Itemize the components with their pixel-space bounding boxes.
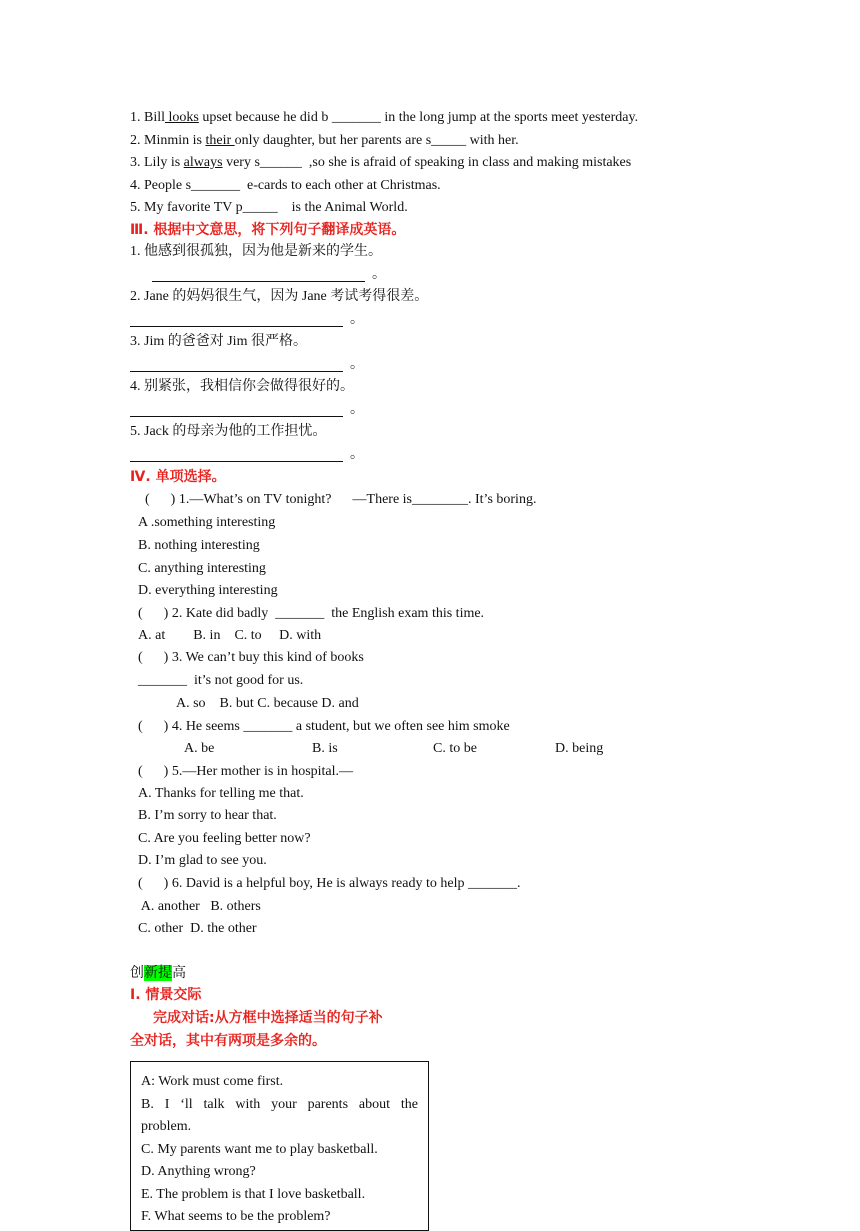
improve-title-highlight: 新提: [144, 965, 172, 981]
choice-q6-options-cd: C. other D. the other: [138, 921, 257, 936]
answer-line-1: [152, 281, 365, 282]
choice-q1: ( ) 1.—What’s on TV tonight? —There is________. It’s boring.: [145, 492, 537, 507]
improve-title-a: 创: [130, 965, 144, 981]
instruction-line-1: 完成对话:从方框中选择适当的句子补: [153, 1010, 383, 1026]
answer-line-5: [130, 461, 343, 462]
end-mark-4: 。: [350, 402, 364, 417]
choice-q3-options: A. so B. but C. because D. and: [176, 696, 359, 711]
option-b-word: about: [358, 1097, 390, 1112]
fill-in-q2: [130, 132, 519, 150]
answer-line-2: [130, 326, 343, 327]
choice-q5-option-d: D. I’m glad to see you.: [138, 853, 267, 868]
option-e: E. The problem is that I love basketball.: [141, 1187, 366, 1202]
q1-text-a: 1. Bill: [130, 110, 166, 125]
option-b-word: I: [164, 1097, 170, 1112]
choice-q1-option-b: B. nothing interesting: [138, 538, 260, 553]
choice-q1-option-d: D. everything interesting: [138, 583, 278, 598]
choice-q2-options: A. at B. in C. to D. with: [138, 628, 322, 643]
option-b-line-2: problem.: [141, 1119, 192, 1134]
choice-q5-option-a: A. Thanks for telling me that.: [138, 786, 304, 801]
q2-text-a: 2. Minmin is: [130, 133, 206, 148]
option-b-word: B.: [141, 1097, 154, 1112]
translate-item-4: 4. 别紧张，我相信你会做得很好的。: [130, 379, 354, 394]
situation-heading: Ⅰ. 情景交际: [130, 987, 202, 1003]
choice-q4-option-c: C. to be: [433, 741, 477, 756]
choice-q5-option-c: C. Are you feeling better now?: [138, 831, 311, 846]
option-d: D. Anything wrong?: [141, 1164, 256, 1179]
fill-in-q5: 5. My favorite TV p_____ is the Animal World.: [130, 200, 408, 215]
instruction-line-2: 全对话，其中有两项是多余的。: [130, 1033, 326, 1049]
translate-item-3: 3. Jim 的爸爸对 Jim 很严格。: [130, 334, 307, 349]
end-mark-2: 。: [350, 312, 364, 327]
choice-q1-option-c: C. anything interesting: [138, 561, 266, 576]
end-mark-3: 。: [350, 357, 364, 372]
q3-text-a: 3. Lily is: [130, 155, 184, 170]
fill-in-q3: [130, 154, 631, 172]
option-b-word: with: [235, 1097, 261, 1112]
option-a: A: Work must come first.: [141, 1074, 284, 1089]
q1-underlined: looks: [165, 110, 199, 125]
option-c: C. My parents want me to play basketball.: [141, 1142, 378, 1157]
answer-line-3: [130, 371, 343, 372]
choice-q4: ( ) 4. He seems _______ a student, but we often see him smoke: [138, 719, 510, 734]
improve-title: [130, 964, 186, 982]
answer-line-4: [130, 416, 343, 417]
option-b-word: the: [400, 1097, 418, 1112]
q1-text-c: upset because he did b _______ in the long jump at the sports meet yesterday.: [198, 110, 639, 125]
choice-q1-option-a: A .something interesting: [138, 515, 276, 530]
choice-q3: ( ) 3. We can’t buy this kind of books: [138, 650, 364, 665]
choice-q4-option-d: D. being: [555, 741, 604, 756]
q3-text-c: very s______ ,so she is afraid of speaking in class and making mistakes: [222, 155, 632, 170]
end-mark-1: 。: [372, 267, 386, 282]
choice-q5-option-b: B. I’m sorry to hear that.: [138, 808, 277, 823]
choice-q6-options-ab: A. another B. others: [138, 899, 261, 914]
end-mark-5: 。: [350, 447, 364, 462]
translate-item-2: 2. Jane 的妈妈很生气，因为 Jane 考试考得很差。: [130, 289, 429, 304]
translate-item-5: 5. Jack 的母亲为他的工作担忧。: [130, 424, 327, 439]
choice-q4-option-b: B. is: [312, 741, 338, 756]
translate-heading: Ⅲ. 根据中文意思，将下列句子翻译成英语。: [130, 222, 406, 238]
improve-title-c: 高: [172, 965, 186, 981]
q2-underlined: their: [205, 133, 235, 148]
q2-text-c: only daughter, but her parents are s_____ with her.: [234, 133, 519, 148]
choice-q5: ( ) 5.—Her mother is in hospital.—: [138, 764, 354, 779]
option-f: F. What seems to be the problem?: [141, 1209, 331, 1224]
choice-q3-cont: _______ it’s not good for us.: [138, 673, 304, 688]
option-b-word: your: [271, 1097, 297, 1112]
fill-in-q1: [130, 109, 638, 127]
choice-heading: Ⅳ. 单项选择。: [130, 469, 226, 485]
q3-underlined: always: [183, 155, 223, 170]
choice-q2: ( ) 2. Kate did badly _______ the English exam this time.: [138, 606, 485, 621]
option-b-line-1: [141, 1096, 418, 1114]
option-b-word: ‘ll: [180, 1097, 193, 1112]
choice-q4-option-a: A. be: [184, 741, 215, 756]
option-b-word: parents: [307, 1097, 349, 1112]
translate-item-1: 1. 他感到很孤独，因为他是新来的学生。: [130, 244, 382, 259]
fill-in-q4: 4. People s_______ e-cards to each other at Christmas.: [130, 178, 441, 193]
options-box: [130, 1061, 429, 1231]
option-b-word: talk: [203, 1097, 225, 1112]
choice-q6: ( ) 6. David is a helpful boy, He is always ready to help _______.: [138, 876, 521, 891]
